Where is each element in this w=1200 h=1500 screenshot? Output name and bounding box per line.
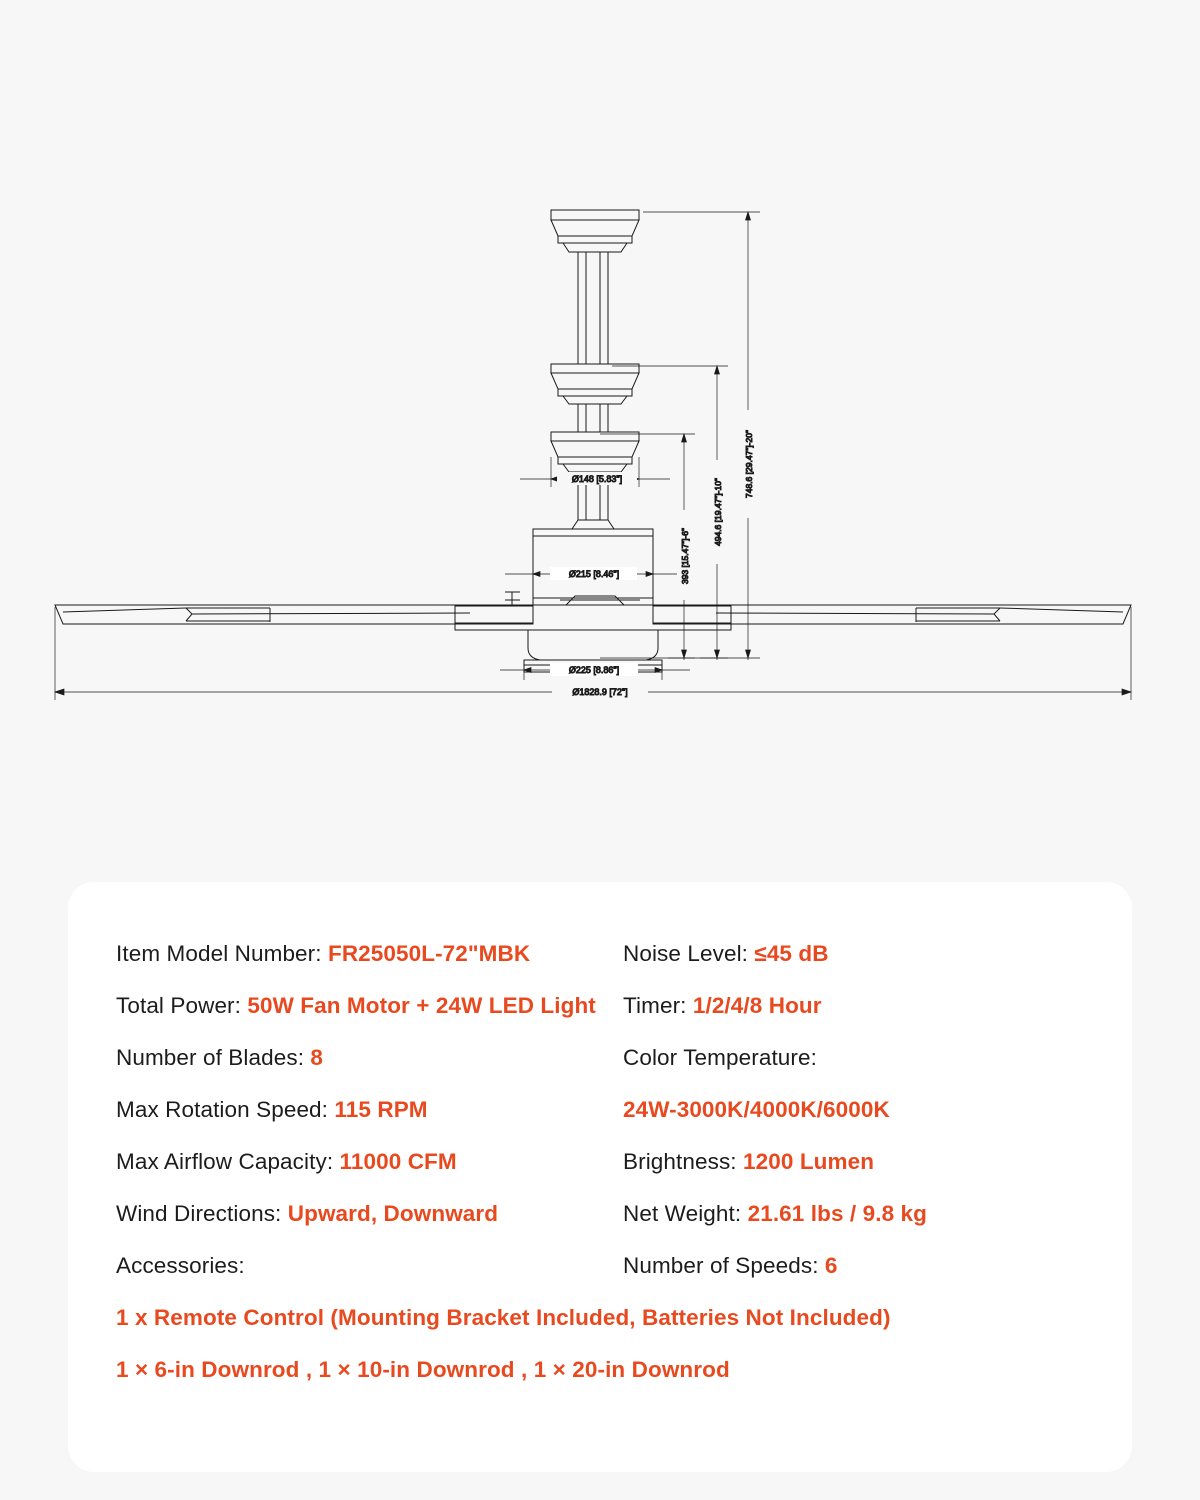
spec-timer: [623, 980, 1106, 1032]
spec-label: Wind Directions:: [116, 1201, 288, 1226]
dim-canopy-label: Ø148 [5.83"]: [571, 474, 623, 484]
ceiling-mount-top: [551, 210, 639, 364]
spec-item-model-number: [116, 928, 601, 980]
dim-height-10in-label: 494.6 [19.47"]-10": [713, 478, 723, 546]
dim-height-6in-label: 393 [15.47"]-6": [680, 527, 690, 585]
spec-wind-directions: [116, 1188, 601, 1240]
spec-value: ≤45 dB: [754, 941, 829, 966]
spec-accessories: [116, 1240, 601, 1292]
spec-column-left: [116, 928, 611, 1292]
spec-value: 6: [824, 1253, 838, 1278]
spec-columns: [116, 928, 1106, 1292]
spec-number-of-blades: [116, 1032, 601, 1084]
spec-label: Brightness:: [623, 1149, 744, 1174]
spec-brightness: [623, 1136, 1106, 1188]
spec-label: Color Temperature:: [623, 1045, 817, 1070]
spec-value: 11000 CFM: [339, 1149, 457, 1174]
spec-net-weight: [623, 1188, 1106, 1240]
spec-label: Number of Blades:: [116, 1045, 311, 1070]
specification-card: [68, 882, 1132, 1472]
spec-accessory-downrods: 1 × 6-in Downrod , 1 × 10-in Downrod , 1 × 20-in Downrod: [116, 1357, 730, 1382]
spec-total-power: [116, 980, 601, 1032]
spec-accessory-remote: 1 x Remote Control (Mounting Bracket Included, Batteries Not Included): [116, 1305, 891, 1330]
spec-column-right: [611, 928, 1106, 1292]
spec-value: 50W Fan Motor + 24W LED Light: [247, 993, 596, 1018]
spec-number-of-speeds: [623, 1240, 1106, 1292]
dim-motor-label: Ø215 [8.46"]: [568, 569, 620, 579]
ceiling-mount-middle: [551, 364, 639, 432]
dim-height-20in-label: 748.6 [29.47"]-20": [744, 430, 754, 498]
fan-blades-left: [55, 605, 533, 624]
spec-noise-level: [623, 928, 1106, 980]
motor-housing: [533, 520, 653, 605]
spec-label: Number of Speeds:: [623, 1253, 825, 1278]
spec-max-rotation-speed: [116, 1084, 601, 1136]
spec-value: 1/2/4/8 Hour: [692, 993, 822, 1018]
dim-blade-span-label: Ø1828.9 [72"]: [572, 687, 628, 697]
spec-value: 21.61 lbs / 9.8 kg: [747, 1201, 927, 1226]
spec-label: Net Weight:: [623, 1201, 748, 1226]
dim-height-10in: [612, 366, 728, 660]
spec-label: Noise Level:: [623, 941, 755, 966]
spec-max-airflow-capacity: [116, 1136, 601, 1188]
spec-label: Accessories:: [116, 1253, 245, 1278]
spec-label: Item Model Number:: [116, 941, 328, 966]
spec-color-temperature: [623, 1032, 1106, 1084]
spec-value: 1200 Lumen: [743, 1149, 875, 1174]
spec-label: Max Rotation Speed:: [116, 1097, 335, 1122]
spec-label: Timer:: [623, 993, 693, 1018]
spec-color-temperature-value: 24W-3000K/4000K/6000K: [623, 1097, 890, 1122]
spec-label: Max Airflow Capacity:: [116, 1149, 340, 1174]
fan-blades-right: [653, 605, 1131, 624]
spec-value: 115 RPM: [334, 1097, 428, 1122]
spec-value: FR25050L-72"MBK: [327, 941, 531, 966]
spec-value: 8: [310, 1045, 324, 1070]
spec-accessories-details: [116, 1292, 1106, 1396]
dim-light-label: Ø225 [8.86"]: [568, 665, 620, 675]
dim-height-20in: [643, 212, 760, 660]
spec-value: Upward, Downward: [287, 1201, 499, 1226]
spec-label: Total Power:: [116, 993, 248, 1018]
